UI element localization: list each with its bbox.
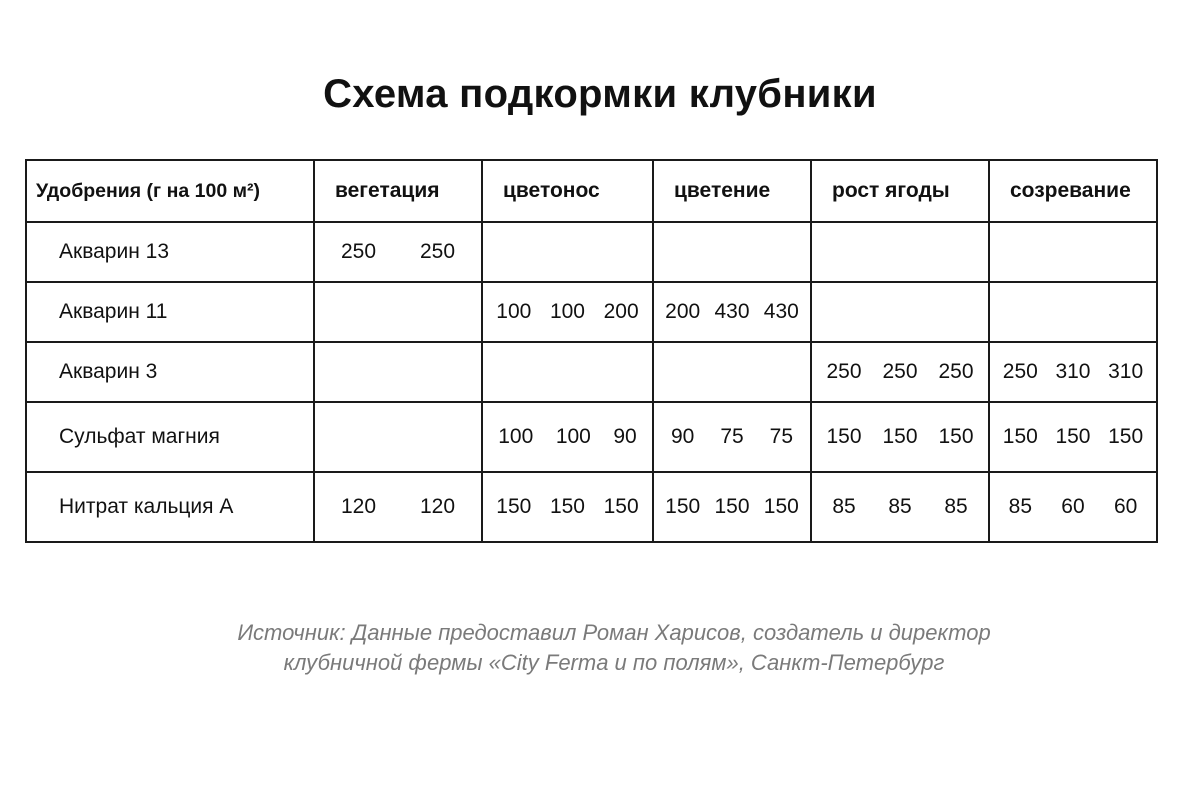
dose-value: 250 [938, 360, 974, 383]
dose-value: 150 [826, 425, 862, 448]
dose-cell [653, 402, 811, 472]
header-stage: созревание [989, 160, 1157, 222]
dose-value: 200 [665, 300, 701, 323]
header-stage: рост ягоды [811, 160, 989, 222]
dose-values [990, 425, 1156, 449]
fertilizer-name: Сульфат магния [26, 402, 314, 472]
dose-value: 200 [603, 300, 639, 323]
dose-cell [653, 472, 811, 542]
source-note [0, 618, 1200, 678]
dose-value: 310 [1108, 360, 1144, 383]
dose-value: 150 [1055, 425, 1091, 448]
dose-values [654, 425, 810, 449]
dose-value: 100 [498, 425, 534, 448]
dose-value: 150 [882, 425, 918, 448]
dose-value: 85 [832, 495, 856, 518]
dose-cell [314, 282, 482, 342]
dose-value: 85 [1008, 495, 1032, 518]
dose-values [990, 360, 1156, 384]
fertilizer-name: Акварин 3 [26, 342, 314, 402]
fertilizer-name: Нитрат кальция А [26, 472, 314, 542]
dose-cell [811, 222, 989, 282]
dose-value: 310 [1055, 360, 1091, 383]
dose-value: 150 [714, 495, 750, 518]
dose-value: 250 [882, 360, 918, 383]
dose-value: 250 [1002, 360, 1038, 383]
header-stage: цветонос [482, 160, 653, 222]
dose-cell [482, 342, 653, 402]
dose-value: 150 [603, 495, 639, 518]
dose-cell [482, 402, 653, 472]
dose-cell [314, 402, 482, 472]
dose-values [812, 425, 988, 449]
dose-cell [811, 282, 989, 342]
dose-value: 150 [763, 495, 799, 518]
table-body [26, 222, 1157, 542]
dose-value: 150 [1002, 425, 1038, 448]
source-line: клубничной фермы «City Ferma и по полям», Санкт-Петербург [283, 650, 945, 675]
table-row [26, 472, 1157, 542]
dose-values [315, 240, 481, 264]
header-stage: вегетация [314, 160, 482, 222]
dose-cell [653, 342, 811, 402]
header-stage: цветение [653, 160, 811, 222]
dose-cell [989, 222, 1157, 282]
table-row [26, 282, 1157, 342]
dose-value: 250 [826, 360, 862, 383]
source-line: Источник: Данные предоставил Роман Харисов, создатель и директор [237, 620, 991, 645]
dose-cell [989, 402, 1157, 472]
dose-value: 75 [769, 425, 793, 448]
dose-value: 85 [944, 495, 968, 518]
dose-value: 120 [419, 495, 456, 518]
dose-cell [989, 342, 1157, 402]
dose-cell [653, 222, 811, 282]
dose-value: 250 [419, 240, 456, 263]
dose-value: 90 [613, 425, 637, 448]
dose-value: 100 [496, 300, 532, 323]
dose-cell [314, 472, 482, 542]
page-title: Схема подкормки клубники [323, 72, 877, 116]
dose-values [483, 300, 652, 324]
dose-value: 100 [549, 300, 585, 323]
header-row [26, 160, 1157, 222]
dose-values [483, 495, 652, 519]
feeding-schedule-table [25, 159, 1158, 543]
dose-cell [811, 342, 989, 402]
dose-value: 150 [665, 495, 701, 518]
dose-value: 150 [1108, 425, 1144, 448]
dose-cell [314, 222, 482, 282]
dose-values [654, 495, 810, 519]
dose-cell [653, 282, 811, 342]
dose-value: 150 [938, 425, 974, 448]
dose-value: 75 [720, 425, 744, 448]
dose-cell [989, 472, 1157, 542]
dose-value: 430 [763, 300, 799, 323]
dose-values [483, 425, 652, 449]
dose-cell [811, 402, 989, 472]
dose-value: 120 [340, 495, 377, 518]
fertilizer-name: Акварин 13 [26, 222, 314, 282]
dose-values [315, 495, 481, 519]
dose-value: 85 [888, 495, 912, 518]
dose-values [990, 495, 1156, 519]
dose-value: 150 [496, 495, 532, 518]
dose-cell [482, 282, 653, 342]
dose-value: 60 [1061, 495, 1085, 518]
dose-values [812, 360, 988, 384]
dose-cell [482, 472, 653, 542]
dose-cell [811, 472, 989, 542]
dose-value: 100 [555, 425, 591, 448]
fertilizer-name: Акварин 11 [26, 282, 314, 342]
header-fertilizer: Удобрения (г на 100 м²) [26, 160, 314, 222]
dose-cell [314, 342, 482, 402]
dose-value: 150 [549, 495, 585, 518]
table-row [26, 222, 1157, 282]
dose-value: 250 [340, 240, 377, 263]
table-row [26, 402, 1157, 472]
dose-values [812, 495, 988, 519]
dose-cell [989, 282, 1157, 342]
table-row [26, 342, 1157, 402]
dose-values [654, 300, 810, 324]
dose-value: 60 [1113, 495, 1138, 518]
dose-value: 430 [714, 300, 750, 323]
dose-value: 90 [670, 425, 695, 448]
dose-cell [482, 222, 653, 282]
